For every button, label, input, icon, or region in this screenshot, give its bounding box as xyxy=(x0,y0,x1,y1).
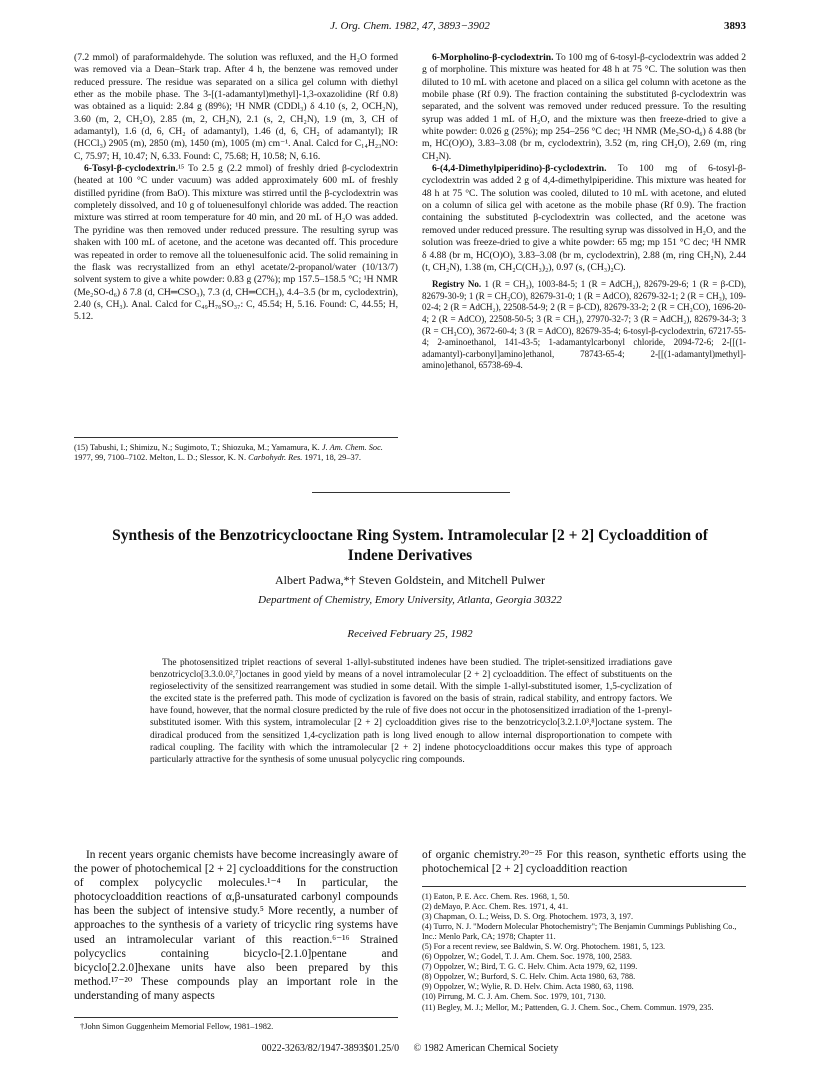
registry-heading: Registry No. xyxy=(432,279,482,290)
footnote-15-end: 1971, 18, 29–37. xyxy=(302,453,361,463)
morpholino-paragraph xyxy=(422,52,746,163)
author-footnote: †John Simon Guggenheim Memorial Fellow, 1981–1982. xyxy=(74,1017,398,1031)
reference-item: (6) Oppolzer, W.; Godel, T. J. Am. Chem. Soc. 1978, 100, 2583. xyxy=(422,952,632,962)
experimental-right-column xyxy=(422,52,746,372)
page-number: 3893 xyxy=(724,20,746,32)
running-header xyxy=(74,20,746,38)
page-footer xyxy=(74,1043,746,1054)
copyright-notice: © 1982 American Chemical Society xyxy=(413,1043,559,1054)
article-title: Synthesis of the Benzotricyclooctane Ring System. Intramolecular [2 + 2] Cycloaddition of Indene Derivatives xyxy=(112,527,708,564)
reference-item: (2) deMayo, P. Acc. Chem. Res. 1971, 4, 41. xyxy=(422,902,568,912)
reference-item: (1) Eaton, P. E. Acc. Chem. Res. 1968, 1, 50. xyxy=(422,892,570,901)
reference-item: (3) Chapman, O. L.; Weiss, D. S. Org. Photochem. 1973, 3, 197. xyxy=(422,912,633,922)
footnote-15-authors: (15) Tabushi, I.; Shimizu, N.; Sugimoto, T.; Shiozuka, M.; Yamamura, K. xyxy=(74,443,322,452)
experimental-left-column xyxy=(74,52,398,324)
morpholino-heading: 6-Morpholino-β-cyclodextrin. xyxy=(432,52,554,63)
footnote-15-journal: J. Am. Chem. Soc. xyxy=(321,443,383,452)
body-right-column: of organic chemistry.²⁰⁻²⁵ For this reason, synthetic efforts using the photochemical [2 + 2] cycloaddition reaction xyxy=(422,849,746,876)
abstract: The photosensitized triplet reactions of several 1-allyl-substituted indenes have been studied. The triplet-sensitized irradiations gave benzotricyclo[3.3.0.0²,⁷]octanes in good yield by means of a novel intramolecular [2 + 2] cycloaddition. The effect of substituents on the regioselectivity of the sensitized rearrangement was studied in some detail. With the simple 1-allyl-substituted isomer, 1,5-cyclization of the excited state is the preferred path. This mode of cyclization is favored on the basis of strain, radical stability, and entropy factors. We have found, however, that the normal closure predicted by the rule of five does not occur in the photosensitized irradiation of the 1-prenyl-substituted isomer. With this system, intramolecular [2 + 2] cycloaddition gives rise to the benzotricyclo[3.2.1.0³,⁸]octane system. The diradical produced from the sensitized 1,4-cyclization path is long lived enough to allow internal disproportionation to compete with radical coupling. The facility with which the intramolecular [2 + 2] indene photocycloadditions occur makes this type of approach particularly attractive for the synthesis of some unusual polycyclic ring compounds. xyxy=(150,658,672,765)
footnote-15-journal-2: Carbohydr. Res. xyxy=(248,453,303,463)
piperidino-heading: 6-(4,4-Dimethylpiperidino)-β-cyclodextrin. xyxy=(432,163,607,175)
piperidino-paragraph xyxy=(422,163,746,274)
registry-text: 1 (R = CH₃), 1003-84-5; 1 (R = AdCH₂), 82679-29-6; 1 (R = β-CD), 82679-30-9; 1 (R = CH₃CO), 82679-31-0; 1 (R = AdCO), 82679-32-1; 2 (R = CH₃), 109-02-4; 2 (R = AdCH₂), 22508-54-9; 2 (R = β-CD), 82679-33-2; 2 (R = CH₃CO), 1696-20-4; 2 (R = AdCO), 22508-50-5; 3 (R = CH₃), 27970-32-7; 3 (R = AdCH₂), 82679-34-3; 3 (R = CH₃CO), 3672-60-4; 3 (R = AdCO), 82679-35-4; 6-tosyl-β-cyclodextrin, 67217-55-4; 2-aminoethanol, 141-43-5; 1-adamantylcarbonyl chloride, 2094-72-6; 2-[[(1-adamantyl)-carbonyl]amino]ethanol, 78743-65-4; 2-[[(1-adamantyl)methyl]-amino]ethanol, 65738-69-4. xyxy=(422,279,746,371)
reference-item: (11) Begley, M. J.; Mellor, M.; Pattenden, G. J. Chem. Soc., Chem. Commun. 1979, 235. xyxy=(422,1002,714,1012)
reference-list xyxy=(422,886,746,1013)
received-date: Received February 25, 1982 xyxy=(347,628,473,640)
reference-item: (7) Oppolzer, W.; Bird, T. G. C. Helv. Chim. Acta 1979, 62, 1199. xyxy=(422,962,638,972)
footnote-15-middle: 1977, 99, 7100–7102. Melton, L. D.; Slessor, K. N. xyxy=(74,453,249,463)
morpholino-text: To 100 mg of 6-tosyl-β-cyclodextrin was added 2 g of morpholine. This mixture was heated for 48 h at 75 °C. The solution was then diluted to 10 mL with acetone and placed on a silica gel column with acetone as the mobile phase (Rf 0.9). The fraction containing the substituted β-cyclodextrin was separated, and the solvent was removed under reduced pressure. To the resulting syrup was added 1 mL of H₂O, and the mixture was then freeze-dried to give a white powder: 0.026 g (25%); mp 254–256 °C dec; ¹H NMR (Me₂SO-d₆) δ 4.88 (br m, HC(O)O), 3.83–3.08 (br m, cyclodextrin), 3.52 (m, ring CH₂O), 2.69 (m, ring CH₂N). xyxy=(422,52,746,162)
author-affiliation: Department of Chemistry, Emory University, Atlanta, Georgia 30322 xyxy=(258,594,562,606)
registry-block xyxy=(422,279,746,372)
footnote-15 xyxy=(74,437,398,464)
tosyl-text: ¹⁵ To 2.5 g (2.2 mmol) of freshly dried β-cyclodextrin (heated at 100 °C under vacuum) was added approximately 600 mL of freshly distilled pyridine (from BaO). This mixture was stirred until the β-cyclodextrin was completely dissolved, and 10 g of toluenesulfonyl chloride was added. The reaction mixture was stirred at room temperature for 40 min, and 20 mL of H₂O was added. The pyridine was then removed under reduced pressure. The resulting syrup was shaken with 100 mL of acetone, and the acetone was decanted off. This procedure was repeated in order to remove all the toluenesulfonic acid. The solid remaining in the flask was recrystallized from an ethyl acetate/2-propanol/water (10/13/7) solvent system to give a white powder: 0.83 g (27%); mp 157.5–158.5 °C; ¹H NMR (Me₂SO-d₆) δ 7.8 (d, CH═CSO₃), 7.3 (d, CH═CCH₃), 4.4–3.5 (br m, cyclodextrin), 2.40 (s, CH₃). Anal. Calcd for C₄₉H₇₆SO₃₇: C, 45.54; H, 5.16. Found: C, 44.55; H, 5.12. xyxy=(74,163,398,323)
article-separator xyxy=(312,492,510,493)
article-code: 0022-3263/82/1947-3893$01.25/0 xyxy=(261,1043,400,1054)
oxazolidine-paragraph: (7.2 mmol) of paraformaldehyde. The solution was refluxed, and the H₂O formed was removed via a Dean–Stark trap. After 4 h, the benzene was removed under reduced pressure. The residue was separated on a silica gel column with diethyl ether as the mobile phase. The 3-[(1-adamantyl)methyl]-1,3-oxazolidine (Rf 0.8) was obtained as a liquid: 2.84 g (89%); ¹H NMR (CDDl₃) δ 4.10 (s, 2, OCH₂N), 3.60 (m, 2, CH₂O), 2.85 (m, 2, CH₂N), 2.1 (s, 2, CH₂N), 1.9 (m, 3, CH of adamantyl), 1.6 (d, 6, CH₂ of adamantyl), 1.46 (d, 6, CH₂ of adamantyl); IR (HCCl₃) 2905 (m), 2850 (m), 1450 (m), 1005 (m) cm⁻¹. Anal. Calcd for C₁₄H₂₃NO: C, 75.97; H, 10.47; N, 6.33. Found: C, 75.68; H, 10.58; N, 6.16. xyxy=(74,52,398,162)
reference-item: (4) Turro, N. J. "Modern Molecular Photochemistry"; The Benjamin Cummings Publishing Co., Inc.: Menlo Park, CA; 1978; Chapter 11. xyxy=(422,922,737,942)
reference-item: (10) Pirrung, M. C. J. Am. Chem. Soc. 1979, 101, 7130. xyxy=(422,992,606,1002)
reference-item: (5) For a recent review, see Baldwin, S. W. Org. Photochem. 1981, 5, 123. xyxy=(422,942,666,952)
piperidino-text: To 100 mg of 6-tosyl-β-cyclodextrin was added 2 g of 4,4-dimethylpiperidine. This mixture was heated for 48 h at 75 °C. The solution was cooled, diluted to 10 mL with acetone, and eluted on a column of silica gel with acetone as the mobile phase (Rf 0.9). The fraction containing the substituted β-cyclodextrin was collected, and the acetone was removed under reduced pressure. The resulting syrup was dissolved in H₂O, and the solution was freeze-dried to give a white powder: 65 mg; mp 151 °C dec; ¹H NMR δ 4.88 (br m, HC(O)O), 3.83–3.08 (br m, cyclodextrin), 2.88 (m, ring CH₂N), 2.44 (t, CH₂N), 1.38 (m, CH₂C(CH₃)₂), 0.97 (s, (CH₃)₂C). xyxy=(422,163,746,273)
body-left-column: In recent years organic chemists have become increasingly aware of the power of photochemical [2 + 2] cycloadditions for the construction of complex polycyclic molecules.¹⁻⁴ In particular, the photocycloaddition reactions of α,β-unsaturated carbonyl compounds has been the subject of intensive study.⁵ More recently, a number of approaches to the synthesis of a variety of tricyclic ring systems have used an intramolecular variant of this reaction.⁶⁻¹⁶ Strained polycyclics containing bicyclo-[2.1.0]pentane and bicyclo[2.2.0]hexane units have also been prepared by this method.¹⁷⁻²⁰ These compounds play an important role in the understanding of many aspects xyxy=(74,849,398,1002)
journal-citation: J. Org. Chem. 1982, 47, 3893−3902 xyxy=(330,20,490,32)
tosyl-paragraph xyxy=(74,163,398,323)
tosyl-heading: 6-Tosyl-β-cyclodextrin. xyxy=(84,163,178,175)
article-authors: Albert Padwa,*† Steven Goldstein, and Mitchell Pulwer xyxy=(275,573,545,587)
reference-item: (8) Oppolzer, W.; Burford, S. C. Helv. Chim. Acta 1980, 63, 788. xyxy=(422,972,636,982)
reference-item: (9) Oppolzer, W.; Wylie, R. D. Helv. Chim. Acta 1980, 63, 1198. xyxy=(422,982,634,992)
